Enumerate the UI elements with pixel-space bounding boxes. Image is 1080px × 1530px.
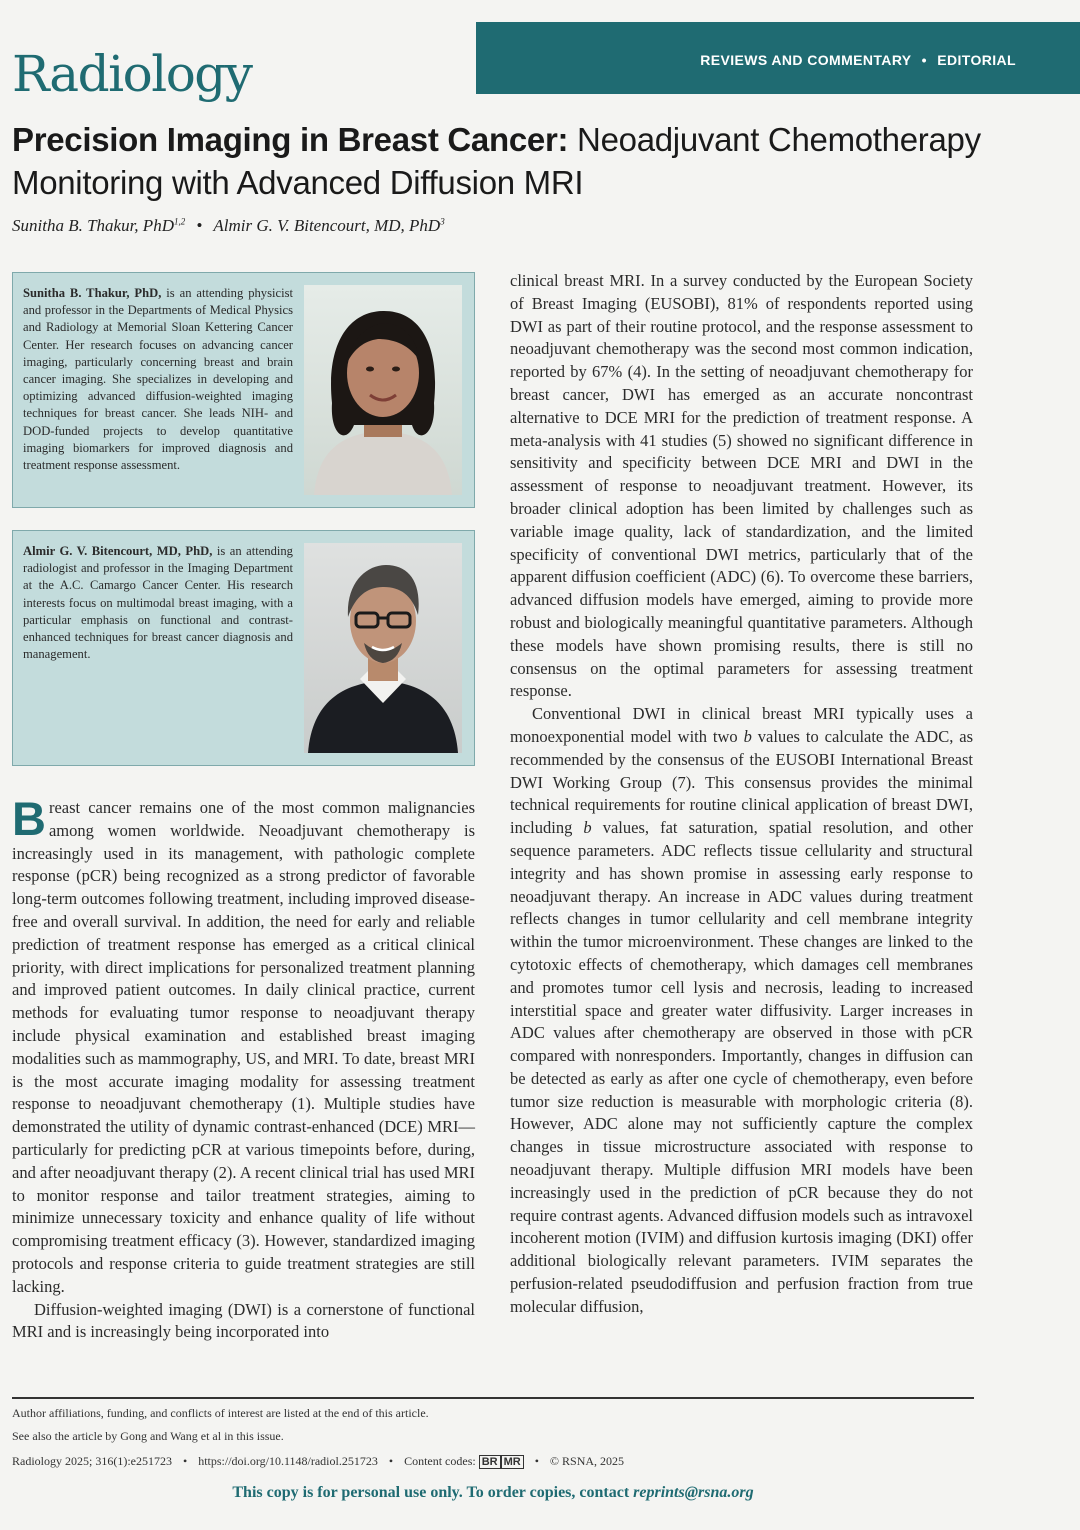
bio-body-1: is an attending physicist and professor in the Departments of Medical Physics and Radiology at Memorial Sloan Kettering Cancer Center. Her research focuses on advancing cancer imaging, particularly concerning breast and brain cancer imaging. She specializes in developing and optimizing advanced diffusion-weighted imaging techniques for breast cancer. She leads NIH- and DOD-funded projects to develop quantitative imaging biomarkers for improved diagnosis and treatment response assessment. [23, 286, 293, 473]
article-type: EDITORIAL [937, 52, 1016, 68]
section-banner [476, 22, 1080, 94]
author-photo-1 [304, 285, 462, 495]
body-paragraph [510, 703, 973, 1319]
bio-name-2: Almir G. V. Bitencourt, MD, PhD, [23, 544, 213, 558]
body-column-right [510, 270, 973, 1319]
author-1-affiliation: 1,2 [173, 216, 186, 227]
paragraph-text: reast cancer remains one of the most common malignancies among women worldwide. Neoadjuvant chemotherapy is increasingly used in its management, with pathologic complete response (pCR) being recognized as a strong predictor of favorable long-term outcomes following treatment, including improved disease-free and overall survival. In addition, the need for early and reliable prediction of treatment response has emerged as a critical clinical priority, with direct implications for personalized treatment planning and improved patient outcomes. In daily clinical practice, current methods for evaluating tumor response to neoadjuvant therapy include physical examination and established breast imaging modalities such as mammography, US, and MRI. To date, breast MRI is the most accurate imaging modality for assessing treatment response to neoadjuvant chemotherapy (1). Multiple studies have demonstrated the utility of dynamic contrast-enhanced (DCE) MRI—particularly for predicting pCR at various timepoints before, during, and after neoadjuvant therapy (2). A recent clinical trial has used MRI to monitor response and tailor treatment strategies, aiming to minimize unnecessary toxicity and enhance quality of life without compromising treatment efficacy (3). However, standardized imaging protocols and response criteria to guide treatment strategies are still lacking. [12, 798, 475, 1296]
author-separator: • [196, 216, 203, 235]
author-bio-box-1 [12, 272, 475, 508]
bio-body-2: is an attending radiologist and professor in the Imaging Department at the A.C. Camargo Cancer Center. His research interests focus on multimodal breast imaging, with a particular emphasis on functional and contrast-enhanced techniques for breast cancer diagnosis and management. [23, 544, 293, 662]
body-paragraph: clinical breast MRI. In a survey conducted by the European Society of Breast Imaging (EUSOBI), 81% of respondents reported using DWI as part of their routine protocol, and the response assessment to neoadjuvant chemotherapy was the second most common indication, reported by 67% (4). In the setting of neoadjuvant chemotherapy for breast cancer, DWI has emerged as an accurate noncontrast alternative to DCE MRI for the prediction of treatment response. A meta-analysis with 41 studies (5) showed no significant difference in sensitivity and specificity between DCE MRI and DWI in the assessment of response to neoadjuvant treatment. However, its broader clinical adoption has been limited by challenges such as variable image quality, lack of standardization, and the limited specificity of conventional DWI metrics, particularly that of the apparent diffusion coefficient (ADC) (6). To overcome these barriers, advanced diffusion models have emerged, aiming to provide more robust and biologically meaningful quantitative parameters. Although these models have shown promising results, there is still no consensus on the optimal parameters for assessing treatment response. [510, 271, 973, 701]
reprints-email-link[interactable]: reprints@rsna.org [633, 1484, 754, 1501]
separator-bullet: • [921, 52, 927, 68]
b-value-symbol: b [583, 818, 592, 838]
footer-see-also: See also the article by Gong and Wang et al in this issue. [12, 1429, 284, 1443]
author-bio-box-2 [12, 530, 475, 766]
b-value-symbol: b [743, 726, 752, 746]
bio-text-1 [23, 285, 293, 474]
section-name: REVIEWS AND COMMENTARY [700, 52, 912, 68]
doi-link[interactable]: https://doi.org/10.1148/radiol.251723 [198, 1454, 378, 1468]
paragraph-text: Conventional DWI in clinical breast MRI typically uses a monoexponential model with two [510, 704, 973, 746]
paragraph-text: values, fat saturation, spatial resolution, and other sequence parameters. ADC reflects tissue cellularity and structural integrity and has shown promise in assessing early response to neoadjuvant therapy. An increase in ADC values during treatment reflects changes in tumor cellularity and cell membrane integrity within the tumor microenvironment. These changes are linked to the cytotoxic effects of chemotherapy, which damages cell membranes and promotes tumor cell lysis and necrosis, leading to increased interstitial space and greater water diffusivity. Larger increases in ADC values after chemotherapy are observed in those with pCR compared with nonresponders. Importantly, changes in diffusion can be detected as early as after one cycle of chemotherapy, even before tumor size reduction is measurable with morphologic criteria (8). However, ADC alone may not sufficiently capture the complex changes in tissue microstructure associated with response to neoadjuvant therapy. Multiple diffusion MRI models have been increasingly used in the prediction of pCR because they do not require contrast agents. Advanced diffusion models such as intravoxel incoherent motion (IVIM) and diffusion kurtosis imaging (DKI) offer additional biologically relevant parameters. IVIM separates the perfusion-related pseudodiffusion and perfusion fraction from true molecular diffusion, [510, 818, 973, 1316]
citation: Radiology 2025; 316(1):e251723 [12, 1454, 172, 1468]
author-2-affiliation: 3 [440, 216, 445, 227]
body-paragraph [12, 792, 475, 1299]
copy-notice-text: This copy is for personal use only. To order copies, contact [232, 1484, 634, 1501]
footer-citation-line [12, 1454, 624, 1469]
author-2: Almir G. V. Bitencourt, MD, PhD [213, 216, 441, 235]
author-line [12, 216, 445, 236]
bio-name-1: Sunitha B. Thakur, PhD, [23, 286, 162, 300]
separator-bullet: • [534, 1454, 539, 1468]
paragraph-text: values to calculate the ADC, as recommended by the consensus of the EUSOBI International Breast DWI Working Group (7). This consensus provides the minimal technical requirements for routine clinical application of breast DWI, including [510, 726, 973, 838]
author-photo-2 [304, 543, 462, 753]
content-codes-label: Content codes: [404, 1454, 476, 1468]
separator-bullet: • [182, 1454, 188, 1468]
footer-affiliations: Author affiliations, funding, and conflicts of interest are listed at the end of this article. [12, 1406, 429, 1420]
content-code-mr: MR [501, 1455, 524, 1469]
title-rest: Neoadjuvant Chemotherapy Monitoring with Advanced Diffusion MRI [12, 121, 981, 201]
footer-divider [12, 1397, 974, 1399]
bio-text-2 [23, 543, 293, 663]
article-title [12, 118, 1012, 204]
copy-notice [0, 1484, 986, 1502]
content-code-br: BR [479, 1455, 501, 1469]
separator-bullet: • [388, 1454, 394, 1468]
body-column-left [12, 792, 475, 1344]
author-1: Sunitha B. Thakur, PhD [12, 216, 174, 235]
drop-cap: B [12, 792, 46, 845]
copyright: © RSNA, 2025 [549, 1454, 625, 1468]
title-bold: Precision Imaging in Breast Cancer: [12, 121, 569, 158]
section-label [700, 52, 1016, 68]
journal-logo: Radiology [12, 45, 252, 103]
body-paragraph: Diffusion-weighted imaging (DWI) is a cornerstone of functional MRI and is increasingly being incorporated into [12, 1299, 475, 1342]
